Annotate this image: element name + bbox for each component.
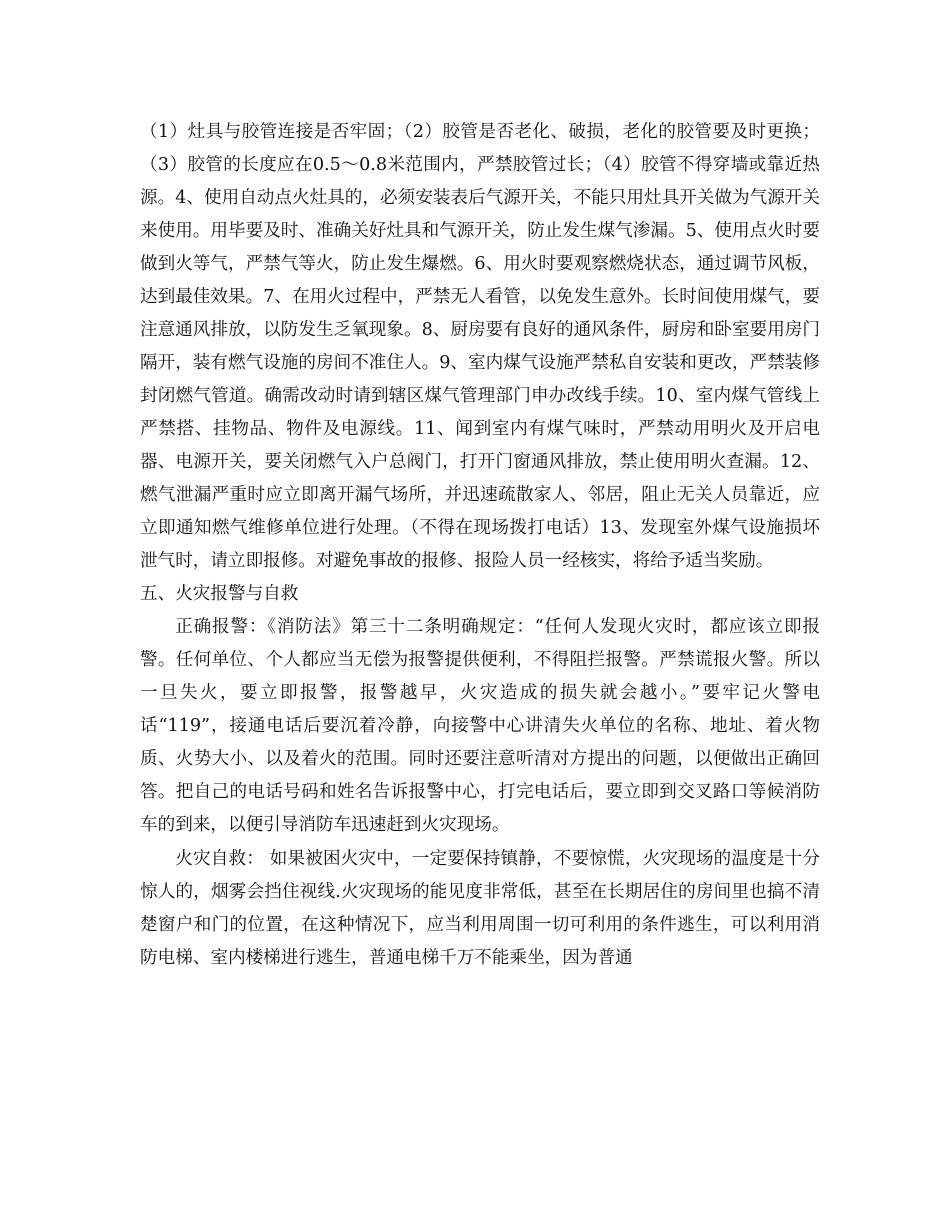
fire-self-rescue-paragraph: 火灾自救： 如果被困火灾中，一定要保持镇静，不要惊慌，火灾现场的温度是十分惊人的，烟雾会挡住视线.火灾现场的能见度非常低，甚至在长期居住的房间里也搞不清楚窗户和门的位置，在这种情况下，应当利用周围一切可利用的条件逃生，可以利用消防电梯、室内楼梯进行逃生，普通电梯千万不能乘坐，因为普通 [140, 849, 820, 968]
fire-reporting-paragraph: 正确报警：《消防法》第三十二条明确规定：“任何人发现火灾时，都应该立即报警。任何单位、个人都应当无偿为报警提供便利，不得阻拦报警。严禁谎报火警。所以一旦失火，要立即报警，报警越早，火灾造成的损失就会越小。”要牢记火警电话“119”，接通电话后要沉着冷静，向接警中心讲清失火单位的名称、地址、着火物质、火势大小、以及着火的范围。同时还要注意听清对方提出的问题，以便做出正确回答。把自己的电话号码和姓名告诉报警中心，打完电话后，要立即到交叉路口等候消防车的到来，以便引导消防车迅速赶到火灾现场。 [140, 617, 820, 835]
gas-safety-paragraph: （1）灶具与胶管连接是否牢固；（2）胶管是否老化、破损，老化的胶管要及时更换；（3）胶管的长度应在0.5～0.8米范围内，严禁胶管过长；（4）胶管不得穿墙或靠近热源。4、使用自动点火灶具的，必须安装表后气源开关，不能只用灶具开关做为气源开关来使用。用毕要及时、准确关好灶具和气源开关，防止发生煤气渗漏。5、使用点火时要做到火等气，严禁气等火，防止发生爆燃。6、用火时要观察燃烧状态，通过调节风板，达到最佳效果。7、在用火过程中，严禁无人看管，以免发生意外。长时间使用煤气，要注意通风排放，以防发生乏氧现象。8、厨房要有良好的通风条件，厨房和卧室要用房门隔开，装有燃气设施的房间不准住人。9、室内煤气设施严禁私自安装和更改，严禁装修封闭燃气管道。确需改动时请到辖区煤气管理部门申办改线手续。10、室内煤气管线上严禁搭、挂物品、物件及电源线。11、闻到室内有煤气味时，严禁动用明火及开启电器、电源开关，要关闭燃气入户总阀门，打开门窗通风排放，禁止使用明火查漏。12、燃气泄漏严重时应立即离开漏气场所，并迅速疏散家人、邻居，阻止无关人员靠近，应立即通知燃气维修单位进行处理。（不得在现场拨打电话）13、发现室外煤气设施损坏泄气时，请立即报修。对避免事故的报修、报险人员一经核实，将给予适当奖励。 [140, 122, 820, 571]
section-heading-fire-alarm: 五、火灾报警与自救 [140, 584, 299, 604]
document-page [140, 116, 820, 975]
